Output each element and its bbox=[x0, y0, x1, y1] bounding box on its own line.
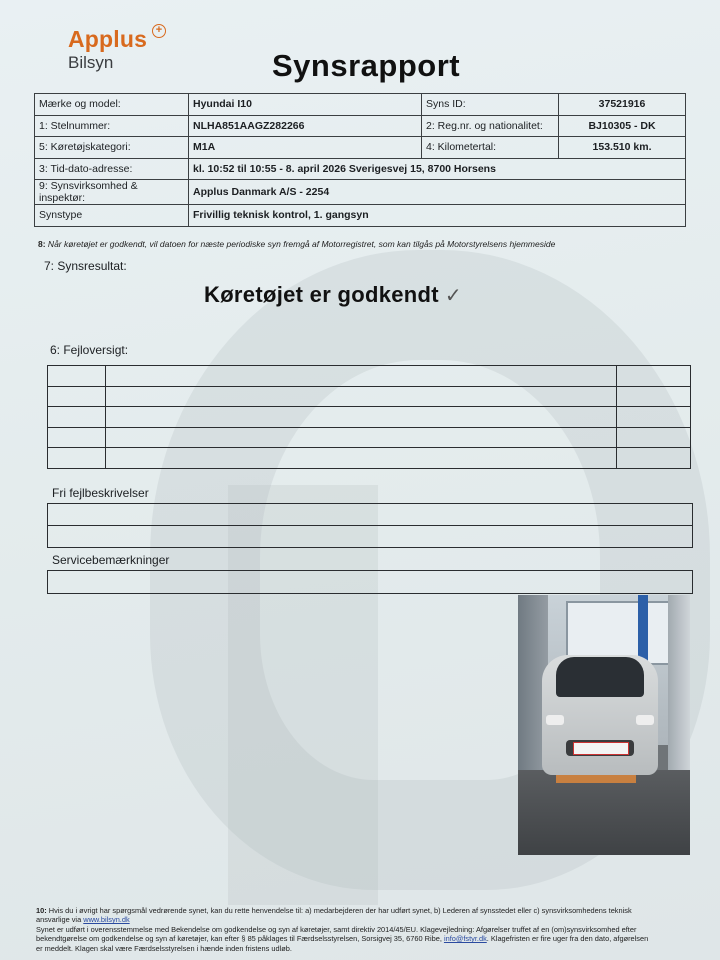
table-row bbox=[48, 448, 691, 469]
label-make-model: Mærke og model: bbox=[35, 94, 189, 116]
section-label-result: 7: Synsresultat: bbox=[44, 259, 127, 273]
fault-grade-cell bbox=[617, 386, 691, 407]
applus-logo bbox=[68, 24, 163, 73]
free-description-line-1 bbox=[47, 503, 693, 526]
vehicle-info-table bbox=[34, 93, 686, 227]
checkmark-icon: ✓ bbox=[444, 285, 462, 307]
value-inspection-type: Frivillig teknisk kontrol, 1. gangsyn bbox=[189, 205, 686, 227]
label-inspector: 9: Synsvirksomhed & inspektør: bbox=[35, 180, 189, 205]
fault-code-cell bbox=[48, 448, 106, 469]
table-row bbox=[35, 94, 686, 116]
label-reg-nr: 2: Reg.nr. og nationalitet: bbox=[422, 115, 559, 137]
fault-description-cell bbox=[106, 407, 617, 428]
label-category: 5: Køretøjskategori: bbox=[35, 137, 189, 159]
footer-legal-text: 10: Hvis du i øvrigt har spørgsmål vedrørende synet, kan du rette henvendelse til: a) medarbejderen der har udført synet, b) Lederen af synsstedet eller c) synsvirksomhedens teknisk ansvarlige via www.bilsyn.dk Synet er udført i overensstemmelse med Bekendelse om godkendelse og syn af køretøjer, samt direktiv 2014/45/EU. Klagevejledning: Afgørelser truffet af en (om)synsvirksomhed efter bekendtgørelse om godkendelse og syn af køretøjer, kan efter § 85 påklages til Færdselsstyrelsen, Sorsigvej 35, 6760 Ribe, info@fstyr.dk. Klagefristen er fire uger fra den dato, afgørelsen er meddelt. Klagen skal være Færdselsstyrelsen i hænde inden fristens udløb. bbox=[36, 906, 649, 953]
fault-code-cell bbox=[48, 427, 106, 448]
note-next-inspection: 8: Når køretøjet er godkendt, vil datoen for næste periodiske syn fremgå af Motorregistret, som kan tilgås på Motorstyrelsens hjemmeside bbox=[38, 239, 556, 249]
fault-code-cell bbox=[48, 386, 106, 407]
table-row bbox=[35, 180, 686, 205]
fault-grade-cell bbox=[617, 366, 691, 387]
page-title: Synsrapport bbox=[272, 48, 461, 83]
value-time-date-address: kl. 10:52 til 10:55 - 8. april 2026 Sverigesvej 15, 8700 Horsens bbox=[189, 158, 686, 180]
logo-main-text: Applus + bbox=[68, 26, 147, 53]
fault-list-table bbox=[47, 365, 691, 469]
bilsyn-link[interactable]: www.bilsyn.dk bbox=[83, 915, 130, 925]
table-row bbox=[35, 137, 686, 159]
section-label-faults: 6: Fejloversigt: bbox=[50, 343, 129, 357]
logo-sub-text: Bilsyn bbox=[68, 53, 114, 72]
label-syns-id: Syns ID: bbox=[422, 94, 559, 116]
label-mileage: 4: Kilometertal: bbox=[422, 137, 559, 159]
table-row bbox=[35, 158, 686, 180]
section-label-free-descriptions: Fri fejlbeskrivelser bbox=[52, 486, 149, 500]
inspection-result bbox=[204, 282, 462, 308]
fault-code-cell bbox=[48, 366, 106, 387]
fault-grade-cell bbox=[617, 448, 691, 469]
value-reg-nr: BJ10305 - DK bbox=[559, 115, 686, 137]
fault-description-cell bbox=[106, 366, 617, 387]
fault-description-cell bbox=[106, 427, 617, 448]
fault-grade-cell bbox=[617, 427, 691, 448]
value-inspector: Applus Danmark A/S - 2254 bbox=[189, 180, 686, 205]
fault-grade-cell bbox=[617, 407, 691, 428]
watermark-stem bbox=[228, 485, 378, 905]
service-remarks-box bbox=[47, 570, 693, 594]
table-row bbox=[48, 427, 691, 448]
fstyr-email-link[interactable]: info@fstyr.dk bbox=[443, 934, 487, 944]
table-row bbox=[48, 407, 691, 428]
table-row bbox=[35, 115, 686, 137]
label-time-date-address: 3: Tid-dato-adresse: bbox=[35, 158, 189, 180]
free-description-line-2 bbox=[47, 525, 693, 548]
vehicle-photo bbox=[518, 595, 690, 855]
table-row bbox=[48, 386, 691, 407]
fault-code-cell bbox=[48, 407, 106, 428]
fault-description-cell bbox=[106, 448, 617, 469]
table-row bbox=[48, 366, 691, 387]
result-text: Køretøjet er godkendt bbox=[204, 282, 439, 307]
label-vin: 1: Stelnummer: bbox=[35, 115, 189, 137]
value-mileage: 153.510 km. bbox=[559, 137, 686, 159]
value-category: M1A bbox=[189, 137, 422, 159]
value-vin: NLHA851AAGZ282266 bbox=[189, 115, 422, 137]
value-make-model: Hyundai I10 bbox=[189, 94, 422, 116]
table-row bbox=[35, 205, 686, 227]
section-label-service-remarks: Servicebemærkninger bbox=[52, 553, 170, 567]
label-inspection-type: Synstype bbox=[35, 205, 189, 227]
fault-description-cell bbox=[106, 386, 617, 407]
plus-icon: + bbox=[152, 24, 166, 38]
value-syns-id: 37521916 bbox=[559, 94, 686, 116]
